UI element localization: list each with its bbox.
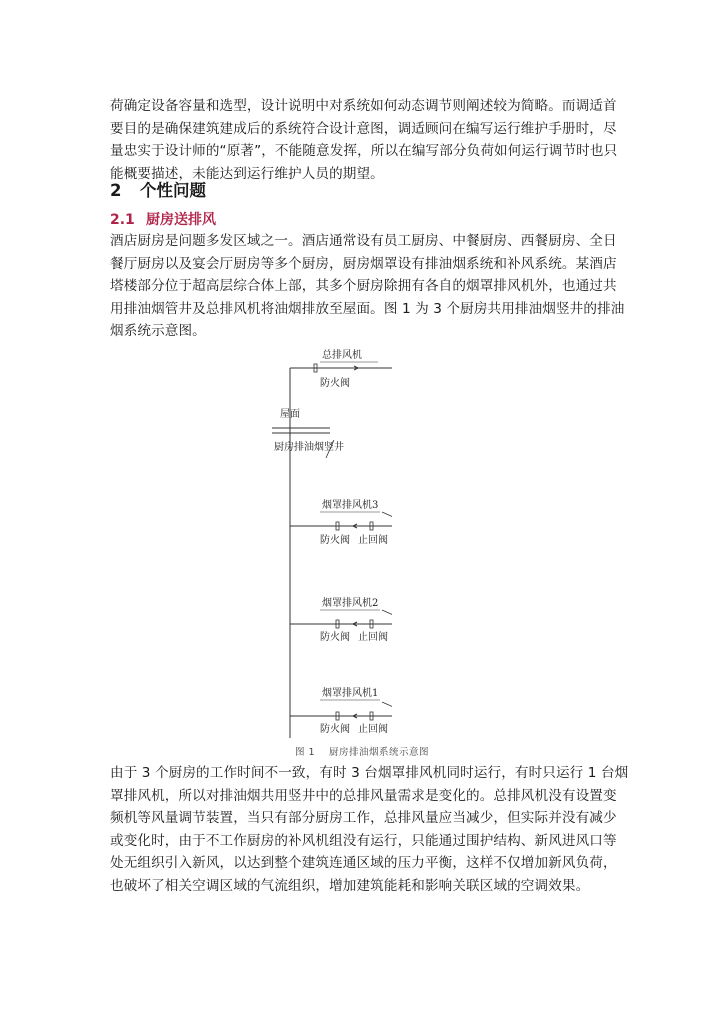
check-valve-1-label: 止回阀 bbox=[358, 724, 388, 735]
section-number: 2 bbox=[110, 181, 122, 200]
hood-fan-3-label: 烟罩排风机3 bbox=[322, 500, 379, 511]
fire-damper-3-label: 防火阀 bbox=[320, 535, 350, 546]
main-fire-damper-label: 防火阀 bbox=[320, 378, 350, 389]
hood-fan-2-label: 烟罩排风机2 bbox=[322, 598, 379, 609]
check-valve-2-label: 止回阀 bbox=[358, 632, 388, 643]
subsection-number: 2.1 bbox=[110, 212, 135, 228]
flow-arrow-3 bbox=[353, 524, 364, 528]
check-valve-3-label: 止回阀 bbox=[358, 535, 388, 546]
figure-caption bbox=[0, 744, 724, 758]
flow-arrow-main bbox=[344, 366, 358, 370]
section-heading bbox=[110, 179, 206, 203]
exhaust-system-diagram bbox=[272, 340, 392, 738]
subsection-title: 厨房送排风 bbox=[146, 212, 216, 228]
flow-arrow-1 bbox=[353, 714, 364, 718]
fire-damper-1-label: 防火阀 bbox=[320, 724, 350, 735]
diagram-svg bbox=[272, 340, 392, 738]
figure-caption-text: 厨房排油烟系统示意图 bbox=[329, 747, 430, 758]
intro-paragraph: 荷确定设备容量和选型，设计说明中对系统如何动态调节则阐述较为简略。而调适首要目的是确保建筑建成后的系统符合设计意图，调适顾问在编写运行维护手册时，尽量忠实于设计师的“原著”，不能随意发挥，所以在编写部分负荷如何运行调节时也只能概要描述，未能达到运行维护人员的期望。 bbox=[110, 98, 618, 182]
roof-label: 屋面 bbox=[280, 409, 300, 420]
section-title: 个性问题 bbox=[140, 181, 206, 200]
main-fan-label: 总排风机 bbox=[322, 350, 362, 361]
subsection-heading bbox=[110, 209, 216, 231]
fire-damper-2-label: 防火阀 bbox=[320, 632, 350, 643]
shaft-label: 厨房排油烟竖井 bbox=[274, 442, 344, 453]
analysis-paragraph: 由于 3 个厨房的工作时间不一致，有时 3 台烟罩排风机同时运行，有时只运行 1 台烟罩排风机，所以对排油烟共用竖井中的总排风量需求是变化的。总排风机没有设置变频机等风量调节装置，当只有部分厨房工作，总排风量应当减少，但实际并没有减少或变化时，由于不工作厨房的补风机组没有运行，只能通过围护结构、新风进风口等处无组织引入新风，以达到整个建筑连通区域的压力平衡，这样不仅增加新风负荷，也破坏了相关空调区域的气流组织，增加建筑能耗和影响关联区域的空调效果。 bbox=[110, 765, 629, 894]
figure-number: 图 1 bbox=[294, 747, 316, 758]
flow-arrow-2 bbox=[353, 622, 364, 626]
hood-fan-1-label: 烟罩排风机1 bbox=[322, 688, 379, 699]
kitchen-paragraph: 酒店厨房是问题多发区域之一。酒店通常设有员工厨房、中餐厨房、西餐厨房、全日餐厅厨房以及宴会厅厨房等多个厨房，厨房烟罩设有排油烟系统和补风系统。某酒店塔楼部分位于超高层综合体上部，其多个厨房除拥有各自的烟罩排风机外，也通过共用排油烟管井及总排风机将油烟排放至屋面。图 1 为 3 个厨房共用排油烟竖井的排油烟系统示意图。 bbox=[110, 233, 625, 340]
